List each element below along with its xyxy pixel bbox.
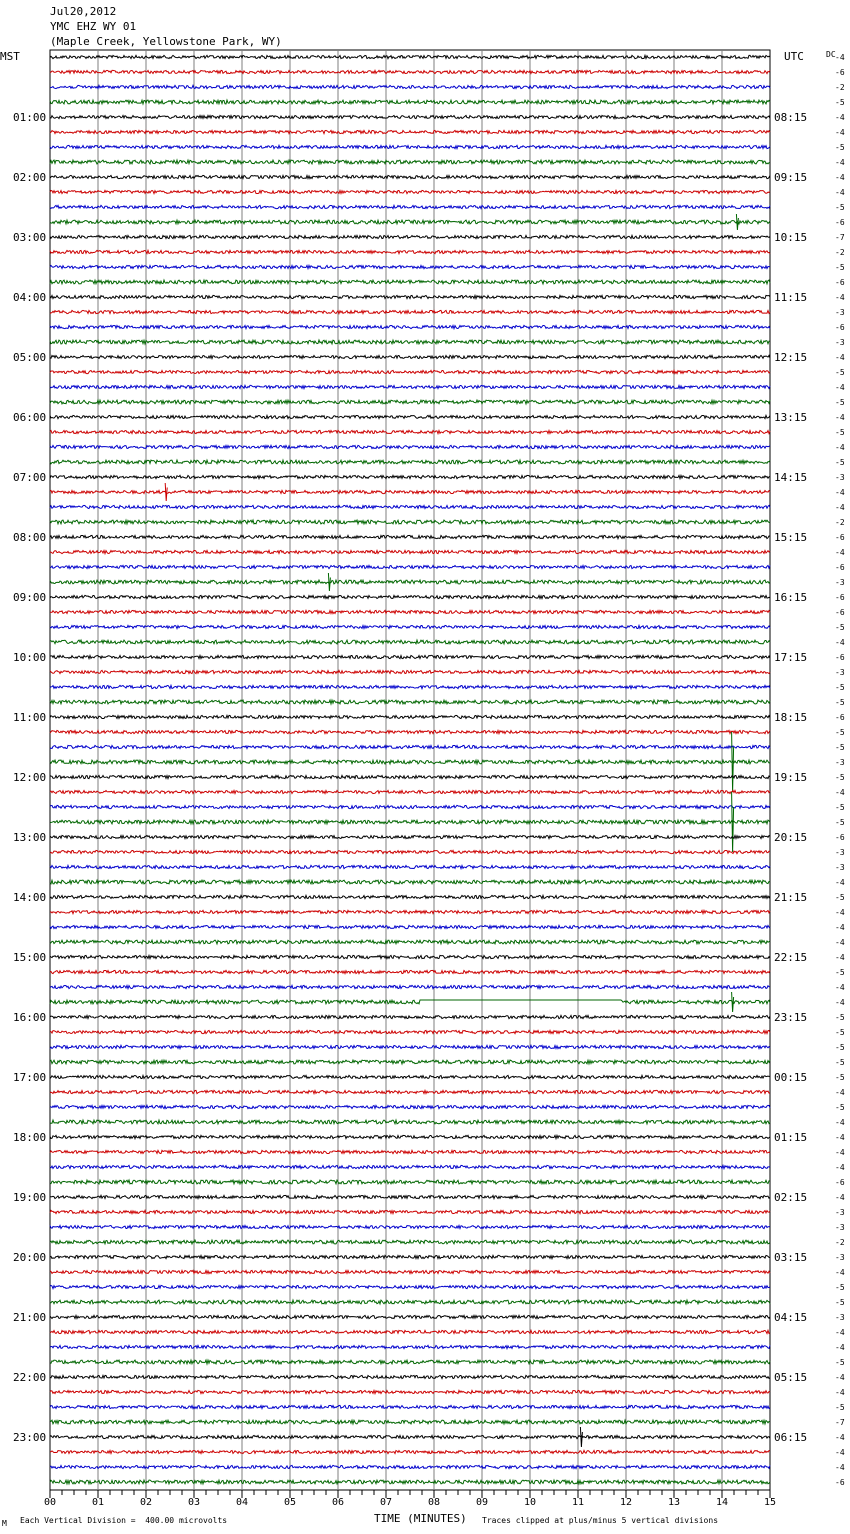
trace-line: [50, 445, 770, 448]
trace-line: [50, 1465, 770, 1468]
utc-hour-label: 17:15: [774, 651, 808, 664]
utc-hour-label: 05:15: [774, 1371, 808, 1384]
trace-line: [50, 70, 770, 73]
dc-offset-label: -5: [835, 98, 845, 107]
dc-offset-label: -5: [835, 398, 845, 407]
dc-offset-label: -4: [835, 878, 845, 887]
dc-offset-label: -6: [835, 68, 845, 77]
footer-mark: M: [2, 1519, 7, 1528]
trace-line: [50, 730, 770, 733]
trace-line: [50, 1015, 770, 1018]
dc-offset-label: -6: [835, 533, 845, 542]
trace-line: [50, 573, 770, 591]
x-tick-label: 14: [715, 1497, 729, 1508]
dc-offset-label: -4: [835, 383, 845, 392]
x-axis-title: TIME (MINUTES): [374, 1512, 467, 1525]
dc-offset-label: -5: [835, 1298, 845, 1307]
trace-line: [50, 925, 770, 928]
trace-line: [50, 1390, 770, 1393]
dc-offset-label: -2: [835, 1238, 845, 1247]
utc-hour-label: 00:15: [774, 1071, 808, 1084]
dc-offset-label: -5: [835, 773, 845, 782]
trace-line: [50, 1405, 770, 1408]
trace-line: [50, 214, 770, 230]
trace-line: [50, 775, 770, 778]
utc-hour-label: 09:15: [774, 171, 808, 184]
trace-line: [50, 940, 770, 944]
dc-offset-label: -3: [835, 848, 845, 857]
mst-hour-label: 11:00: [13, 711, 47, 724]
dc-offset-label: -3: [835, 863, 845, 872]
trace-line: [50, 355, 770, 358]
mst-hour-label: 12:00: [13, 771, 47, 784]
dc-offset-label: -4: [835, 1448, 845, 1457]
trace-line: [50, 85, 770, 88]
trace-line: [50, 835, 770, 838]
trace-line: [50, 483, 770, 501]
utc-hour-label: 22:15: [774, 951, 808, 964]
right-timezone-label: UTC: [784, 50, 804, 63]
dc-offset-label: -5: [835, 818, 845, 827]
trace-line: [50, 175, 770, 178]
dc-offset-label: -5: [835, 1013, 845, 1022]
dc-offset-label: -4: [835, 1118, 845, 1127]
trace-line: [50, 1427, 770, 1447]
utc-hour-label: 11:15: [774, 291, 808, 304]
dc-offset-label: -5: [835, 368, 845, 377]
trace-line: [50, 535, 770, 538]
trace-line: [50, 400, 770, 404]
trace-line: [50, 565, 770, 568]
left-timezone-label: MST: [0, 50, 20, 63]
dc-offset-label: -3: [835, 1253, 845, 1262]
mst-hour-label: 02:00: [13, 171, 47, 184]
trace-line: [50, 475, 770, 478]
trace-line: [50, 1090, 770, 1093]
dc-offset-label: -6: [835, 563, 845, 572]
trace-line: [50, 265, 770, 268]
dc-offset-label: -5: [835, 743, 845, 752]
dc-offset-label: -4: [835, 128, 845, 137]
trace-line: [50, 910, 770, 913]
trace-line: [50, 1375, 770, 1378]
trace-line: [50, 1075, 770, 1078]
trace-line: [50, 1120, 770, 1124]
trace-line: [50, 160, 770, 164]
trace-line: [50, 1105, 770, 1108]
mst-hour-label: 18:00: [13, 1131, 47, 1144]
dc-offset-label: -6: [835, 608, 845, 617]
trace-line: [50, 190, 770, 193]
mst-hour-label: 07:00: [13, 471, 47, 484]
dc-offset-label: -5: [835, 1043, 845, 1052]
dc-offset-label: -5: [835, 1103, 845, 1112]
trace-line: [50, 205, 770, 208]
dc-offset-label: -4: [835, 548, 845, 557]
dc-offset-label: -3: [835, 758, 845, 767]
utc-hour-label: 13:15: [774, 411, 808, 424]
trace-line: [50, 280, 770, 284]
dc-offset-label: -5: [835, 143, 845, 152]
utc-hour-label: 01:15: [774, 1131, 808, 1144]
dc-offset-label: -3: [835, 308, 845, 317]
dc-offset-label: -4: [835, 923, 845, 932]
trace-line: [50, 340, 770, 344]
trace-line: [50, 460, 770, 464]
dc-label: DC: [826, 50, 836, 59]
dc-offset-label: -3: [835, 473, 845, 482]
dc-offset-label: -4: [835, 1193, 845, 1202]
mst-hour-label: 04:00: [13, 291, 47, 304]
trace-line: [50, 520, 770, 524]
mst-hour-label: 10:00: [13, 651, 47, 664]
dc-offset-label: -5: [835, 803, 845, 812]
utc-hour-label: 18:15: [774, 711, 808, 724]
trace-line: [50, 1240, 770, 1244]
dc-offset-label: -6: [835, 593, 845, 602]
mst-hour-label: 22:00: [13, 1371, 47, 1384]
trace-line: [50, 595, 770, 598]
dc-offset-label: -4: [835, 1388, 845, 1397]
trace-line: [50, 115, 770, 118]
dc-offset-label: -4: [835, 1148, 845, 1157]
dc-offset-label: -4: [835, 158, 845, 167]
trace-line: [50, 1030, 770, 1033]
x-tick-label: 05: [283, 1497, 297, 1508]
x-tick-label: 00: [43, 1497, 57, 1508]
trace-line: [50, 430, 770, 433]
dc-offset-label: -4: [835, 173, 845, 182]
trace-line: [50, 550, 770, 553]
dc-offset-label: -5: [835, 1058, 845, 1067]
dc-offset-label: -5: [835, 1403, 845, 1412]
trace-line: [50, 1045, 770, 1048]
trace-line: [50, 715, 770, 718]
trace-line: [50, 1360, 770, 1364]
dc-offset-label: -2: [835, 248, 845, 257]
dc-offset-label: -3: [835, 1223, 845, 1232]
dc-offset-label: -4: [835, 998, 845, 1007]
trace-line: [50, 1345, 770, 1348]
trace-line: [50, 1195, 770, 1198]
mst-hour-label: 16:00: [13, 1011, 47, 1024]
dc-offset-label: -5: [835, 428, 845, 437]
dc-offset-label: -6: [835, 323, 845, 332]
trace-line: [50, 505, 770, 508]
x-tick-label: 07: [379, 1497, 393, 1508]
utc-hour-label: 21:15: [774, 891, 808, 904]
trace-line: [50, 55, 770, 58]
mst-hour-label: 13:00: [13, 831, 47, 844]
utc-hour-label: 23:15: [774, 1011, 808, 1024]
dc-offset-label: -5: [835, 893, 845, 902]
trace-line: [50, 732, 770, 792]
mst-hour-label: 21:00: [13, 1311, 47, 1324]
dc-offset-label: -3: [835, 1313, 845, 1322]
dc-offset-label: -4: [835, 953, 845, 962]
trace-line: [50, 1255, 770, 1258]
x-tick-label: 09: [475, 1497, 489, 1508]
x-tick-label: 03: [187, 1497, 201, 1508]
utc-hour-label: 03:15: [774, 1251, 808, 1264]
trace-line: [50, 1060, 770, 1064]
trace-line: [50, 745, 770, 748]
dc-offset-label: -4: [835, 1268, 845, 1277]
trace-line: [50, 295, 770, 298]
dc-offset-label: -4: [835, 788, 845, 797]
dc-offset-label: -4: [835, 1343, 845, 1352]
trace-line: [50, 415, 770, 418]
x-tick-label: 06: [331, 1497, 345, 1508]
trace-line: [50, 1150, 770, 1153]
x-tick-label: 12: [619, 1497, 633, 1508]
dc-offset-label: -7: [835, 1418, 845, 1427]
x-tick-label: 01: [91, 1497, 105, 1508]
trace-line: [50, 1480, 770, 1484]
dc-offset-label: -4: [835, 938, 845, 947]
dc-offset-label: -7: [835, 233, 845, 242]
clip-note: Traces clipped at plus/minus 5 vertical divisions: [482, 1516, 719, 1525]
trace-line: [50, 1210, 770, 1213]
dc-offset-label: -4: [835, 638, 845, 647]
trace-line: [50, 970, 770, 973]
trace-line: [50, 1225, 770, 1228]
mst-hour-label: 23:00: [13, 1431, 47, 1444]
dc-offset-label: -4: [835, 353, 845, 362]
mst-hour-label: 01:00: [13, 111, 47, 124]
mst-hour-label: 06:00: [13, 411, 47, 424]
dc-offset-label: -5: [835, 698, 845, 707]
trace-line: [50, 685, 770, 688]
trace-line: [50, 865, 770, 868]
dc-offset-label: -5: [835, 683, 845, 692]
dc-offset-label: -5: [835, 968, 845, 977]
vertical-scale-note: Each Vertical Division = 400.00 microvolts: [20, 1516, 228, 1525]
utc-hour-label: 08:15: [774, 111, 808, 124]
dc-offset-label: -3: [835, 1208, 845, 1217]
x-tick-label: 11: [571, 1497, 585, 1508]
dc-offset-label: -4: [835, 1088, 845, 1097]
dc-offset-label: -5: [835, 623, 845, 632]
x-tick-label: 08: [427, 1497, 441, 1508]
trace-line: [50, 955, 770, 958]
utc-hour-label: 15:15: [774, 531, 808, 544]
trace-line: [50, 1300, 770, 1304]
dc-offset-label: -4: [835, 908, 845, 917]
dc-offset-label: -5: [835, 1283, 845, 1292]
dc-offset-label: -4: [835, 503, 845, 512]
dc-offset-label: -4: [835, 1463, 845, 1472]
utc-hour-label: 16:15: [774, 591, 808, 604]
utc-hour-label: 06:15: [774, 1431, 808, 1444]
dc-offset-label: -6: [835, 713, 845, 722]
mst-hour-label: 09:00: [13, 591, 47, 604]
dc-offset-label: -3: [835, 338, 845, 347]
x-tick-label: 10: [523, 1497, 537, 1508]
trace-line: [50, 700, 770, 704]
utc-hour-label: 14:15: [774, 471, 808, 484]
utc-hour-label: 02:15: [774, 1191, 808, 1204]
dc-offset-label: -4: [835, 1433, 845, 1442]
dc-offset-label: -4: [835, 188, 845, 197]
trace-line: [50, 792, 770, 852]
header-station: YMC EHZ WY 01: [50, 20, 137, 33]
trace-line: [50, 1315, 770, 1318]
mst-hour-label: 08:00: [13, 531, 47, 544]
mst-hour-label: 19:00: [13, 1191, 47, 1204]
x-tick-label: 13: [667, 1497, 681, 1508]
dc-offset-label: -6: [835, 1478, 845, 1487]
dc-offset-label: -3: [835, 578, 845, 587]
dc-offset-label: -4: [835, 1163, 845, 1172]
trace-line: [50, 640, 770, 644]
trace-line: [50, 992, 770, 1012]
trace-line: [50, 325, 770, 328]
trace-line: [50, 130, 770, 133]
dc-offset-label: -3: [835, 668, 845, 677]
trace-line: [50, 250, 770, 253]
trace-line: [50, 1420, 770, 1424]
trace-line: [50, 805, 770, 808]
dc-offset-label: -5: [835, 1358, 845, 1367]
trace-line: [50, 850, 770, 853]
trace-line: [50, 235, 770, 238]
dc-offset-label: -4: [835, 443, 845, 452]
utc-hour-label: 10:15: [774, 231, 808, 244]
dc-offset-label: -4: [835, 53, 845, 62]
utc-hour-label: 04:15: [774, 1311, 808, 1324]
x-tick-label: 04: [235, 1497, 249, 1508]
dc-offset-label: -6: [835, 653, 845, 662]
trace-line: [50, 1330, 770, 1333]
trace-line: [50, 1270, 770, 1273]
header-date: Jul20,2012: [50, 5, 117, 18]
x-tick-label: 02: [139, 1497, 153, 1508]
dc-offset-label: -4: [835, 983, 845, 992]
dc-offset-label: -4: [835, 113, 845, 122]
mst-hour-label: 20:00: [13, 1251, 47, 1264]
header-location: (Maple Creek, Yellowstone Park, WY): [50, 35, 282, 48]
dc-offset-label: -5: [835, 203, 845, 212]
trace-line: [50, 1180, 770, 1184]
dc-offset-label: -5: [835, 263, 845, 272]
trace-line: [50, 790, 770, 793]
dc-offset-label: -4: [835, 1133, 845, 1142]
dc-offset-label: -6: [835, 278, 845, 287]
trace-line: [50, 1135, 770, 1138]
dc-offset-label: -2: [835, 83, 845, 92]
dc-offset-label: -4: [835, 413, 845, 422]
dc-offset-label: -5: [835, 1073, 845, 1082]
trace-line: [50, 370, 770, 373]
mst-hour-label: 15:00: [13, 951, 47, 964]
dc-offset-label: -4: [835, 293, 845, 302]
mst-hour-label: 05:00: [13, 351, 47, 364]
trace-line: [50, 310, 770, 313]
dc-offset-label: -6: [835, 833, 845, 842]
trace-line: [50, 1285, 770, 1288]
trace-line: [50, 655, 770, 658]
dc-offset-label: -5: [835, 458, 845, 467]
dc-offset-label: -4: [835, 1328, 845, 1337]
dc-offset-label: -5: [835, 1028, 845, 1037]
utc-hour-label: 12:15: [774, 351, 808, 364]
dc-offset-label: -5: [835, 728, 845, 737]
trace-line: [50, 1165, 770, 1168]
mst-hour-label: 17:00: [13, 1071, 47, 1084]
trace-line: [50, 610, 770, 613]
dc-offset-label: -4: [835, 1373, 845, 1382]
trace-line: [50, 895, 770, 898]
dc-offset-label: -2: [835, 518, 845, 527]
dc-offset-label: -4: [835, 488, 845, 497]
trace-line: [50, 385, 770, 388]
trace-line: [50, 625, 770, 628]
trace-line: [50, 1450, 770, 1453]
utc-hour-label: 20:15: [774, 831, 808, 844]
dc-offset-label: -6: [835, 218, 845, 227]
trace-line: [50, 985, 770, 988]
x-tick-label: 15: [763, 1497, 777, 1508]
mst-hour-label: 03:00: [13, 231, 47, 244]
trace-line: [50, 670, 770, 673]
utc-hour-label: 19:15: [774, 771, 808, 784]
trace-line: [50, 145, 770, 148]
trace-line: [50, 880, 770, 884]
trace-line: [50, 100, 770, 104]
mst-hour-label: 14:00: [13, 891, 47, 904]
dc-offset-label: -6: [835, 1178, 845, 1187]
